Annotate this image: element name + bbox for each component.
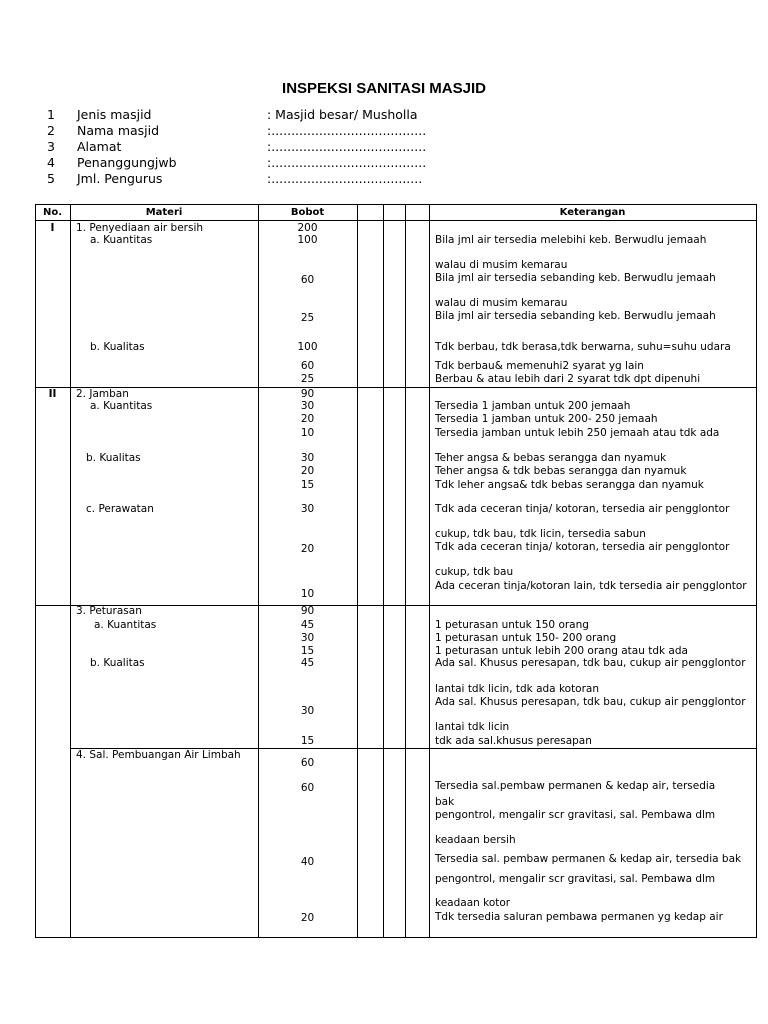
bobot-cell: 100 — [297, 341, 318, 353]
info-row-alamat — [47, 139, 647, 155]
table-column-divider — [357, 204, 358, 938]
table-column-divider — [405, 204, 406, 938]
keterangan-cell: Tdk berbau, tdk berasa,tdk berwarna, suhu=suhu udara — [435, 341, 731, 353]
bobot-cell: 60 — [300, 757, 315, 769]
keterangan-cell: lantai tdk licin, tdk ada kotoran — [435, 683, 600, 695]
info-number: 2 — [47, 123, 55, 138]
info-number: 1 — [47, 107, 55, 122]
bobot-cell: 200 — [297, 222, 318, 234]
info-label: Jenis masjid — [77, 107, 152, 122]
bobot-cell: 15 — [300, 645, 315, 657]
materi-cell: a. Kuantitas — [90, 400, 153, 412]
bobot-cell: 60 — [300, 782, 315, 794]
info-number: 3 — [47, 139, 55, 154]
bobot-cell: 20 — [300, 543, 315, 555]
keterangan-cell: Tersedia sal. pembaw permanen & kedap air, tersedia bak — [435, 853, 742, 865]
keterangan-cell: Tdk leher angsa& tdk bebas serangga dan nyamuk — [435, 479, 704, 491]
table-border-left — [35, 204, 36, 938]
bobot-cell: 15 — [300, 479, 315, 491]
bobot-cell: 10 — [300, 427, 315, 439]
keterangan-cell: pengontrol, mengalir scr gravitasi, sal. Pembawa dlm — [435, 873, 716, 885]
info-value: :...................................... — [267, 171, 423, 186]
row-number: I — [50, 222, 55, 234]
keterangan-cell: Tersedia sal.pembaw permanen & kedap air, tersedia — [435, 780, 716, 792]
info-row-penanggungjawab — [47, 155, 647, 171]
keterangan-cell: Bila jml air tersedia melebihi keb. Berwudlu jemaah — [435, 234, 707, 246]
info-value: :....................................... — [267, 123, 427, 138]
keterangan-cell: bak — [435, 796, 455, 808]
keterangan-cell: keadaan bersih — [435, 834, 516, 846]
keterangan-cell: Bila jml air tersedia sebanding keb. Berwudlu jemaah — [435, 310, 716, 322]
bobot-cell: 15 — [300, 735, 315, 747]
info-row-nama — [47, 123, 647, 139]
materi-cell: a. Kuantitas — [90, 234, 153, 246]
bobot-cell: 30 — [300, 503, 315, 515]
bobot-cell: 90 — [300, 605, 315, 617]
table-section-divider — [35, 605, 756, 606]
bobot-cell: 30 — [300, 400, 315, 412]
keterangan-cell: cukup, tdk bau, tdk licin, tersedia sabun — [435, 528, 646, 540]
info-section — [47, 107, 647, 187]
keterangan-cell: lantai tdk licin — [435, 721, 510, 733]
table-column-divider — [70, 204, 71, 938]
keterangan-cell: Tdk tersedia saluran pembawa permanen yg kedap air — [435, 911, 723, 923]
bobot-cell: 90 — [300, 388, 315, 400]
bobot-cell: 30 — [300, 632, 315, 644]
header-materi: Materi — [145, 207, 183, 218]
materi-cell: a. Kuantitas — [94, 619, 157, 631]
header-no: No. — [42, 207, 63, 218]
keterangan-cell: Tdk berbau& memenuhi2 syarat yg lain — [435, 360, 644, 372]
materi-cell: 3. Peturasan — [76, 605, 142, 617]
table-border-bottom — [35, 937, 756, 938]
info-label: Penanggungjwb — [77, 155, 177, 170]
keterangan-cell: cukup, tdk bau — [435, 566, 514, 578]
keterangan-cell: Ada sal. Khusus peresapan, tdk bau, cukup air pengglontor — [435, 696, 746, 708]
keterangan-cell: Tersedia jamban untuk lebih 250 jemaah atau tdk ada — [435, 427, 720, 439]
keterangan-cell: Bila jml air tersedia sebanding keb. Berwudlu jemaah — [435, 272, 716, 284]
info-label: Nama masjid — [77, 123, 160, 138]
materi-cell: c. Perawatan — [86, 503, 154, 515]
info-label: Jml. Pengurus — [77, 171, 163, 186]
info-number: 5 — [47, 171, 55, 186]
info-value: :....................................... — [267, 139, 427, 154]
materi-cell: 4. Sal. Pembuangan Air Limbah — [76, 749, 241, 761]
materi-cell: b. Kualitas — [90, 657, 145, 669]
keterangan-cell: pengontrol, mengalir scr gravitasi, sal. Pembawa dlm — [435, 809, 716, 821]
info-row-jenis — [47, 107, 647, 123]
bobot-cell: 60 — [300, 360, 315, 372]
info-label: Alamat — [77, 139, 122, 154]
table-column-divider — [429, 204, 430, 938]
table-border-right — [756, 204, 757, 938]
keterangan-cell: walau di musim kemarau — [435, 297, 568, 309]
bobot-cell: 45 — [300, 657, 315, 669]
keterangan-cell: Tdk ada ceceran tinja/ kotoran, tersedia air pengglontor — [435, 503, 730, 515]
bobot-cell: 20 — [300, 912, 315, 924]
bobot-cell: 10 — [300, 588, 315, 600]
keterangan-cell: walau di musim kemarau — [435, 259, 568, 271]
header-bobot: Bobot — [290, 207, 325, 218]
keterangan-cell: Tersedia 1 jamban untuk 200- 250 jemaah — [435, 413, 658, 425]
keterangan-cell: Teher angsa & tdk bebas serangga dan nyamuk — [435, 465, 687, 477]
keterangan-cell: Ada ceceran tinja/kotoran lain, tdk tersedia air pengglontor — [435, 580, 747, 592]
materi-cell: b. Kualitas — [86, 452, 141, 464]
header-keterangan: Keterangan — [559, 207, 626, 218]
row-number: II — [48, 388, 57, 400]
bobot-cell: 100 — [297, 234, 318, 246]
info-number: 4 — [47, 155, 55, 170]
keterangan-cell: keadaan kotor — [435, 897, 511, 909]
bobot-cell: 25 — [300, 312, 315, 324]
keterangan-cell: 1 peturasan untuk lebih 200 orang atau tdk ada — [435, 645, 688, 657]
bobot-cell: 30 — [300, 452, 315, 464]
keterangan-cell: 1 peturasan untuk 150 orang — [435, 619, 589, 631]
bobot-cell: 40 — [300, 856, 315, 868]
keterangan-cell: Tdk ada ceceran tinja/ kotoran, tersedia air pengglontor — [435, 541, 730, 553]
table-column-divider — [383, 204, 384, 938]
bobot-cell: 60 — [300, 274, 315, 286]
keterangan-cell: Ada sal. Khusus peresapan, tdk bau, cukup air pengglontor — [435, 657, 746, 669]
materi-cell: b. Kualitas — [90, 341, 145, 353]
info-value: : Masjid besar/ Musholla — [267, 107, 418, 122]
keterangan-cell: Teher angsa & bebas serangga dan nyamuk — [435, 452, 667, 464]
materi-cell: 1. Penyediaan air bersih — [76, 222, 204, 234]
bobot-cell: 45 — [300, 619, 315, 631]
table-header-divider — [35, 220, 756, 221]
table-section-divider — [35, 387, 756, 388]
bobot-cell: 20 — [300, 465, 315, 477]
keterangan-cell: tdk ada sal.khusus peresapan — [435, 735, 592, 747]
materi-cell: 2. Jamban — [76, 388, 129, 400]
bobot-cell: 25 — [300, 373, 315, 385]
bobot-cell: 20 — [300, 413, 315, 425]
document-title: INSPEKSI SANITASI MASJID — [282, 80, 486, 97]
info-value: :....................................... — [267, 155, 427, 170]
keterangan-cell: 1 peturasan untuk 150- 200 orang — [435, 632, 617, 644]
info-row-pengurus — [47, 171, 647, 187]
bobot-cell: 30 — [300, 705, 315, 717]
keterangan-cell: Tersedia 1 jamban untuk 200 jemaah — [435, 400, 631, 412]
keterangan-cell: Berbau & atau lebih dari 2 syarat tdk dpt dipenuhi — [435, 373, 701, 385]
